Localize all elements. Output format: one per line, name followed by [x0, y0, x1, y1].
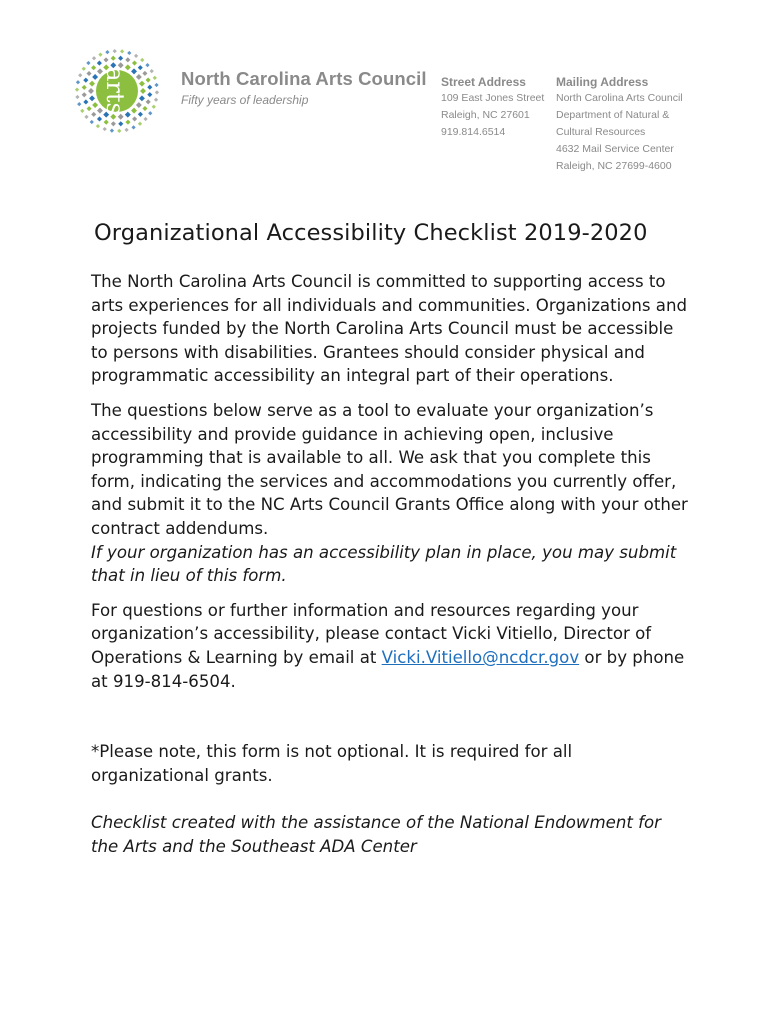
logo-pattern-square	[138, 112, 143, 117]
logo-pattern-square	[147, 85, 152, 90]
logo-pattern-square	[104, 120, 109, 125]
organization-name: North Carolina Arts Council	[181, 68, 427, 89]
logo-pattern-square	[127, 51, 131, 55]
logo-pattern-square	[120, 49, 124, 53]
logo-pattern-square	[138, 122, 142, 126]
logo-pattern-square	[110, 129, 114, 133]
instructions-text: The questions below serve as a tool to evaluate your organization’s accessibility and provide guidance in achieving open, inclusive programming that is available to all. We ask that you complete this form, indicating the services and accommodations you currently offer, and submit it to the NC Arts Council Grants Office along with your other contract addendums.	[91, 400, 688, 538]
logo-pattern-square	[75, 95, 79, 99]
logo-pattern-square	[125, 120, 130, 125]
nc-arts-council-logo	[70, 44, 164, 138]
logo-pattern-square	[91, 65, 96, 70]
logo-pattern-square	[131, 125, 135, 129]
logo-pattern-square	[103, 57, 108, 62]
logo-pattern-square	[150, 69, 154, 73]
logo-pattern-square	[91, 112, 96, 117]
logo-pattern-square	[143, 117, 147, 121]
street-address-phone: 919.814.6514	[441, 126, 506, 138]
logo-text: arts	[101, 67, 129, 115]
contact-text: For questions or further information and resources regarding your organization’s accessibility, please contact Vicki Vitiello, Director of Operations & Learning by email at	[91, 600, 652, 667]
instructions-paragraph	[91, 399, 691, 588]
document-body	[91, 270, 691, 858]
logo-pattern-square	[84, 115, 88, 119]
logo-pattern-square	[146, 99, 151, 104]
logo-pattern-square	[132, 116, 137, 121]
logo-pattern-square	[82, 85, 87, 90]
logo-pattern-square	[83, 99, 88, 104]
logo-pattern-square	[97, 61, 102, 66]
logo-pattern-square	[139, 95, 145, 101]
logo-pattern-square	[92, 74, 98, 80]
mailing-address-line: Cultural Resources	[556, 126, 646, 138]
required-note: *Please note, this form is not optional. It is required for all organizational grants.	[91, 742, 573, 785]
logo-pattern-square	[154, 83, 158, 87]
contact-phone-text: or by phone at 919-814-6504.	[91, 647, 685, 691]
logo-pattern-square	[76, 80, 80, 84]
mailing-address-line: Department of Natural &	[556, 109, 670, 121]
logo-pattern-square	[98, 52, 102, 56]
logo-pattern-square	[138, 65, 143, 70]
logo-pattern-square	[75, 87, 79, 91]
accessibility-plan-note: If your organization has an accessibility plan in place, you may submit that in lieu of this form.	[91, 542, 677, 586]
logo-pattern-square	[146, 77, 151, 82]
street-address	[441, 74, 544, 141]
logo-pattern-square	[136, 102, 142, 108]
logo-pattern-square	[132, 60, 137, 65]
logo-pattern-square	[153, 76, 157, 80]
logo-pattern-square	[86, 61, 90, 65]
mailing-address-line: Raleigh, NC 27699-4600	[556, 160, 672, 172]
logo-pattern-square	[118, 56, 123, 61]
logo-pattern-square	[88, 88, 94, 94]
mailing-address-line: North Carolina Arts Council	[556, 92, 683, 104]
logo-pattern-square	[154, 98, 158, 102]
logo-pattern-square	[89, 81, 95, 87]
logo-pattern-square	[155, 90, 159, 94]
logo-pattern-square	[136, 74, 142, 80]
logo-pattern-square	[131, 108, 137, 114]
mailing-address-heading: Mailing Address	[556, 75, 649, 89]
logo-pattern-square	[145, 63, 149, 67]
logo-pattern-square	[89, 95, 95, 101]
organization-tagline: Fifty years of leadership	[181, 92, 309, 107]
logo-pattern-square	[111, 56, 116, 61]
logo-pattern-square	[111, 121, 116, 126]
logo-pattern-square	[83, 78, 88, 83]
logo-pattern-square	[92, 102, 98, 108]
street-address-heading: Street Address	[441, 75, 526, 89]
logo-pattern-square	[124, 128, 128, 132]
mailing-address	[556, 74, 683, 175]
logo-pattern-square	[90, 120, 94, 124]
logo-pattern-square	[140, 88, 146, 94]
logo-pattern-square	[131, 68, 137, 74]
logo-pattern-square	[77, 102, 81, 106]
logo-pattern-square	[97, 116, 102, 121]
logo-pattern-square	[117, 129, 121, 133]
logo-pattern-square	[82, 92, 87, 97]
mailing-address-line: 4632 Mail Service Center	[556, 143, 674, 155]
logo-pattern-square	[80, 109, 84, 113]
logo-emblem	[70, 44, 164, 138]
logo-pattern-square	[113, 49, 117, 53]
logo-pattern-square	[96, 124, 100, 128]
street-address-line: 109 East Jones Street	[441, 92, 545, 104]
logo-pattern-square	[118, 121, 123, 126]
street-address-line: Raleigh, NC 27601	[441, 109, 530, 121]
logo-pattern-square	[105, 50, 109, 54]
logo-pattern-square	[92, 56, 96, 60]
logo-pattern-square	[82, 67, 86, 71]
logo-pattern-square	[78, 73, 82, 77]
logo-pattern-square	[140, 58, 144, 62]
logo-pattern-square	[125, 57, 130, 62]
intro-paragraph: The North Carolina Arts Council is committed to supporting access to arts experiences for all individuals and communities. Organizations and projects funded by the North Carolina Arts Council must be accessible to persons with disabilities. Grantees should consider physical and programmatic accessibility an integral part of their operations.	[91, 272, 687, 386]
logo-pattern-square	[147, 92, 152, 97]
logo-pattern-square	[87, 106, 92, 111]
logo-pattern-square	[134, 54, 138, 58]
organization-block	[181, 70, 427, 107]
logo-pattern-square	[148, 111, 152, 115]
contact-paragraph	[91, 599, 691, 693]
credit-note: Checklist created with the assistance of the National Endowment for the Arts and the Southeast ADA Center	[91, 813, 661, 856]
logo-pattern-square	[142, 106, 147, 111]
logo-pattern-square	[152, 105, 156, 109]
logo-pattern-square	[142, 71, 147, 76]
logo-pattern-square	[139, 81, 145, 87]
logo-pattern-square	[103, 127, 107, 131]
contact-email-link[interactable]: Vicki.Vitiello@ncdcr.gov	[381, 647, 580, 667]
logo-pattern-square	[86, 71, 91, 76]
page-title: Organizational Accessibility Checklist 2019-2020	[94, 220, 648, 246]
